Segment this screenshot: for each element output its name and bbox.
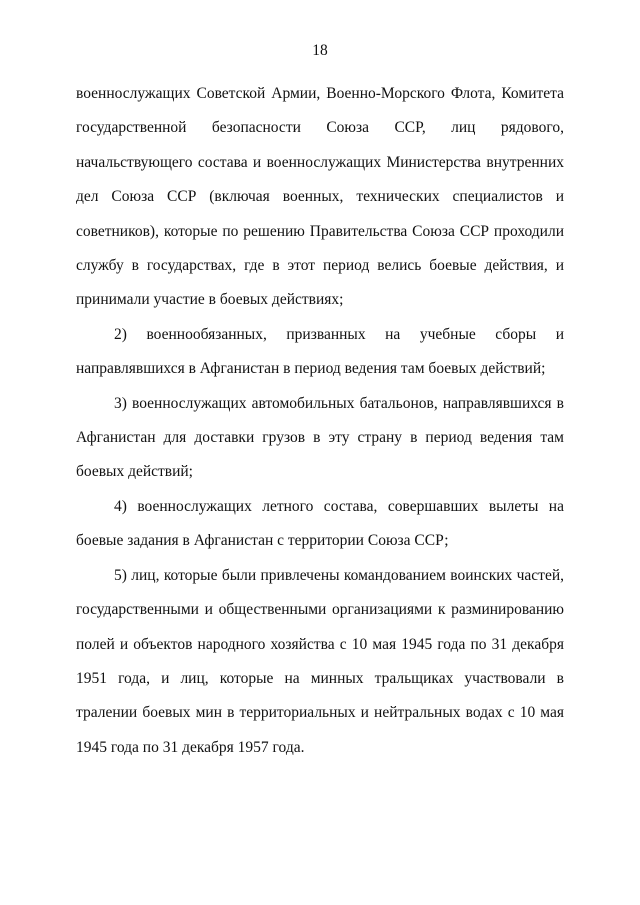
paragraph-item-5: 5) лиц, которые были привлечены командованием воинских частей, государственными и общественными организациями к разминированию полей и объектов народного хозяйства с 10 мая 1945 года по 31 декабря 1951 года, и лиц, которые на минных тральщиках участвовали в тралении боевых мин в территориальных и нейтральных водах с 10 мая 1945 года по 31 декабря 1957 года. [76, 566, 564, 756]
document-body [76, 77, 564, 765]
paragraph-item-2: 2) военнообязанных, призванных на учебные сборы и направлявшихся в Афганистан в период ведения там боевых действий; [76, 325, 564, 378]
paragraph-item-4: 4) военнослужащих летного состава, совершавших вылеты на боевые задания в Афганистан с территории Союза ССР; [76, 497, 564, 550]
page-number: 18 [312, 42, 328, 59]
paragraph-continuation: военнослужащих Советской Армии, Военно-Морского Флота, Комитета государственной безопасности Союза ССР, лиц рядового, начальствующего состава и военнослужащих Министерства внутренних дел Союза ССР (включая военных, технических специалистов и советников), которые по решению Правительства Союза ССР проходили службу в государствах, где в этот период велись боевые действия, и принимали участие в боевых действиях; [76, 85, 564, 309]
paragraph-item-3: 3) военнослужащих автомобильных батальонов, направлявшихся в Афганистан для доставки грузов в эту страну в период ведения там боевых действий; [76, 394, 564, 481]
